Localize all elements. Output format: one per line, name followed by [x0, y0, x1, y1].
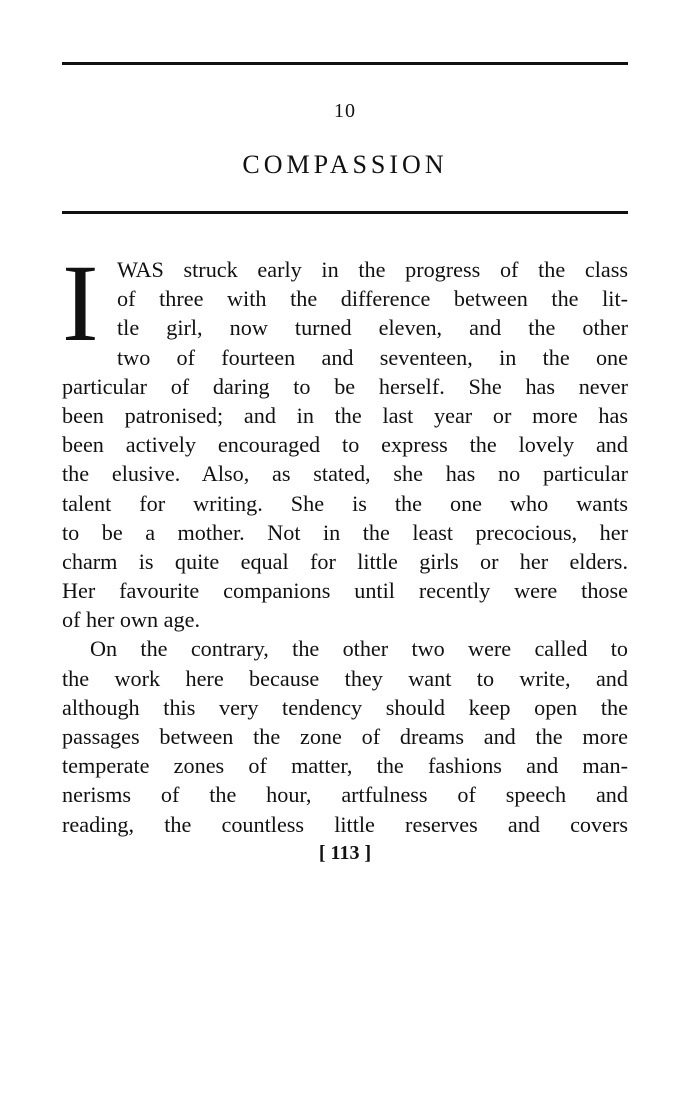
- text-line: WAS struck early in the progress of the class: [117, 257, 628, 282]
- top-rule: [62, 62, 628, 65]
- text-line: of her own age.: [62, 607, 201, 633]
- text-line: although this very tendency should keep open the: [62, 694, 628, 720]
- text-line: been patronised; and in the last year or more has: [62, 402, 628, 428]
- text-line: talent for writing. She is the one who wants: [62, 490, 628, 516]
- page-number: [ 113 ]: [318, 842, 372, 864]
- bottom-rule: [62, 211, 628, 214]
- text-line: tle girl, now turned eleven, and the other: [117, 315, 628, 341]
- body-text: [62, 242, 628, 839]
- chapter-title: COMPASSION: [242, 150, 448, 179]
- chapter-number: 10: [334, 100, 356, 122]
- text-line: to be a mother. Not in the least precocious, her: [62, 519, 628, 545]
- text-line: of three with the difference between the lit-: [117, 286, 628, 312]
- text-line: reading, the countless little reserves and covers: [62, 811, 628, 837]
- text-line: temperate zones of matter, the fashions and man-: [62, 753, 628, 779]
- drop-cap: I: [62, 242, 99, 364]
- text-line: Her favourite companions until recently were those: [62, 578, 628, 604]
- text-line: the work here because they want to write, and: [62, 665, 628, 691]
- text-line: On the contrary, the other two were called to: [90, 636, 628, 662]
- text-line: the elusive. Also, as stated, she has no particular: [62, 461, 628, 487]
- text-line: passages between the zone of dreams and the more: [62, 724, 628, 749]
- text-line: nerisms of the hour, artfulness of speech and: [62, 782, 628, 808]
- text-line: charm is quite equal for little girls or her elders.: [62, 548, 628, 574]
- text-line: two of fourteen and seventeen, in the one: [117, 344, 628, 370]
- text-line: particular of daring to be herself. She has never: [62, 373, 628, 399]
- text-line: been actively encouraged to express the lovely and: [62, 432, 628, 458]
